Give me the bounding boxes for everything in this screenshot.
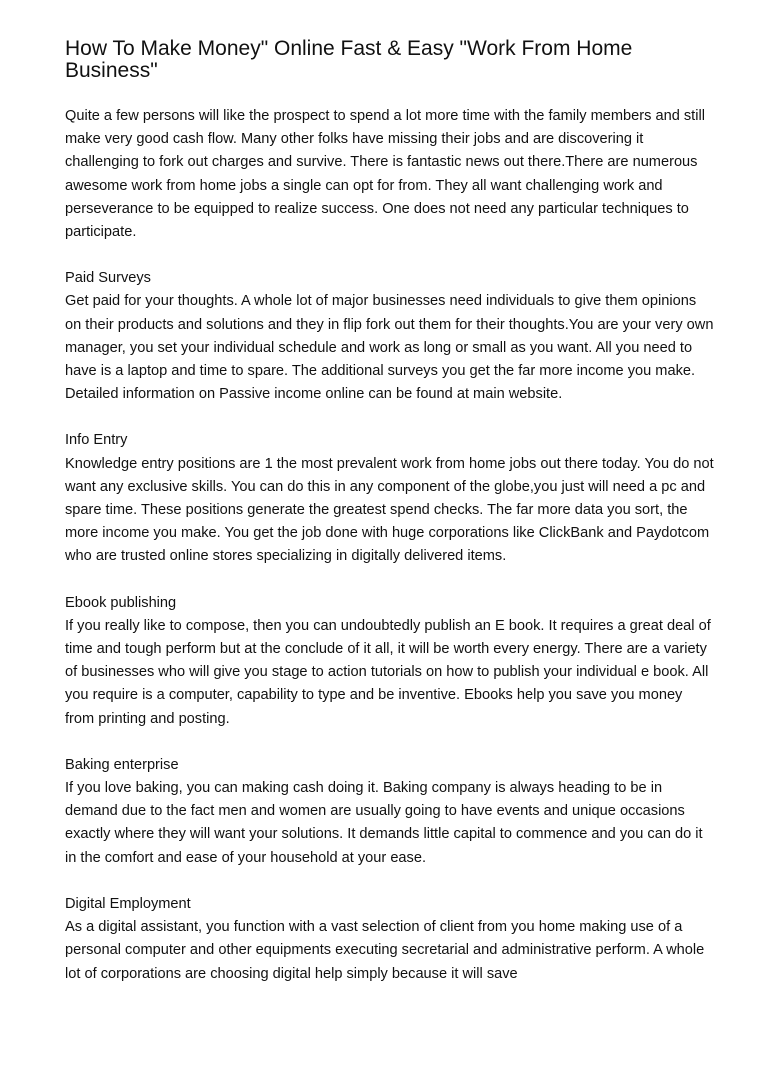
section-heading: Digital Employment [65,895,191,912]
section-heading: Baking enterprise [65,756,179,773]
section-heading: Ebook publishing [65,594,177,611]
section-body: If you really like to compose, then you can undoubtedly publish an E book. It requires a great deal of time and tough perform but at the conclude of it all, it will be worth every energy. There are a variety of businesses who will give you stage to action tutorials on how to publish your individual e book. All you require is a computer, capability to type and be inventive. Ebooks help you save you money from printing and posting. [65,617,711,727]
section-body: Knowledge entry positions are 1 the most prevalent work from home jobs out there today. You do not want any exclusive skills. You can do this in any component of the globe,you just will need a pc and spare time. These positions generate the greatest spend checks. The far more data you sort, the more income you make. You get the job done with huge corporations like ClickBank and Paydotcom who are trusted online stores specializing in digitally delivered items. [65,455,714,565]
section-info-entry [65,429,715,568]
section-body: Get paid for your thoughts. A whole lot of major businesses need individuals to give them opinions on their products and solutions and they in flip fork out them for their thoughts.You are your very own manager, you set your individual schedule and work as long or small as you want. All you need to have is a laptop and time to spare. The additional surveys you get the far more income you make. Detailed information on Passive income online can be found at main website. [65,293,714,403]
section-body: If you love baking, you can making cash doing it. Baking company is always heading to be in demand due to the fact men and women are usually going to have events and unique occasions exactly where they will want your solutions. It demands little capital to commence and you can do it in the comfort and ease of your household at your ease. [65,780,703,866]
section-digital-employment [65,893,715,986]
section-ebook-publishing [65,592,715,731]
section-baking-enterprise [65,754,715,870]
intro-paragraph: Quite a few persons will like the prospect to spend a lot more time with the family members and still make very good cash flow. Many other folks have missing their jobs and are discovering it challenging to fork out charges and survive. There is fantastic news out there.There are numerous awesome work from home jobs a single can opt for from. They all want challenging work and perseverance to be equipped to realize success. One does not need any particular techniques to participate. [65,108,705,241]
document-title: How To Make Money" Online Fast & Easy "Work From Home Business" [65,37,633,82]
section-heading: Info Entry [65,432,128,449]
section-body: As a digital assistant, you function with a vast selection of client from you home making use of a personal computer and other equipments executing secretarial and administrative perform. A whole lot of corporations are choosing digital help simply because it will save [65,919,705,982]
document-page [65,38,715,1009]
section-heading: Paid Surveys [65,270,151,287]
section-paid-surveys [65,267,715,406]
